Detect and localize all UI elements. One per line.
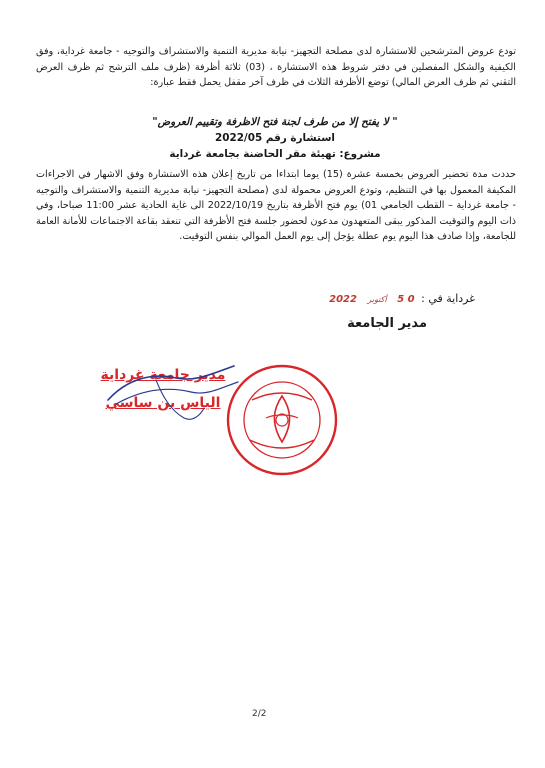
body-paragraph: حددت مدة تحضير العروض بخمسة عشرة (15) يوما ابتداءا من تاريخ إعلان هذه الاستشارة وفق الاشهار في الاجراءات المكيفة المعمول بها في التنظيم، وتودع العروض محمولة لدى (مصلحة التجهيز- نيابة مديرية التنمية والاستشراف والتوجيه - جامعة غرداية – القطب الجامعي 01) يوم فتح الأظرفة بتاريخ 2022/10/19 الى غاية الحادية عشر 11:00 صباحا، وفي ذات اليوم والتوقيت المذكور يبقى المتعهدون مدعون لحضور جلسة فتح الأظرفة التي تنعقد بقاعة الاجتماعات للأمانة العامة للجامعة، وإذا صادف هذا اليوم يوم عطلة يؤجل إلى يوم العمل الموالي بنفس التوقيت.: [36, 169, 516, 243]
project-title: مشروع: تهيئة مقر الحاضنة بجامعة غرداية: [169, 148, 381, 160]
handwritten-month: أكتوبر: [367, 295, 387, 304]
envelope-quote: " لا يفتح إلا من طرف لجنة فتح الاظرفة وتقييم العروض": [152, 116, 398, 128]
place-date-label: غرداية في :: [421, 292, 475, 305]
place-date-line: [326, 292, 475, 305]
stamp-line-1: مدير جامعة غرداية: [100, 367, 226, 383]
official-round-seal: [222, 360, 342, 480]
handwritten-day: 0 5: [397, 294, 415, 305]
handwritten-year: 2022: [329, 294, 357, 305]
consultation-number: استشارة رقم 2022/05: [215, 132, 335, 144]
stamp-line-2: الياس بن ساسي: [105, 395, 221, 411]
page-number: 2/2: [252, 709, 267, 719]
intro-paragraph: تودع عروض المترشحين للاستشارة لدى مصلحة التجهيز- نيابة مديرية التنمية والاستشراف والتوجيه - جامعة غرداية، وفق الكيفية والشكل المفصلين في دفتر شروط هذه الاستشارة ، (03) ثلاثة أظرفة (ظرف ملف الترشح ثم ظرف العرض التقني ثم ظرف العرض المالي) توضع الأظرفة الثلاث في ظرف آخر مقفل يحمل فقط عبارة:: [36, 46, 516, 89]
director-title: مدير الجامعة: [347, 316, 427, 331]
